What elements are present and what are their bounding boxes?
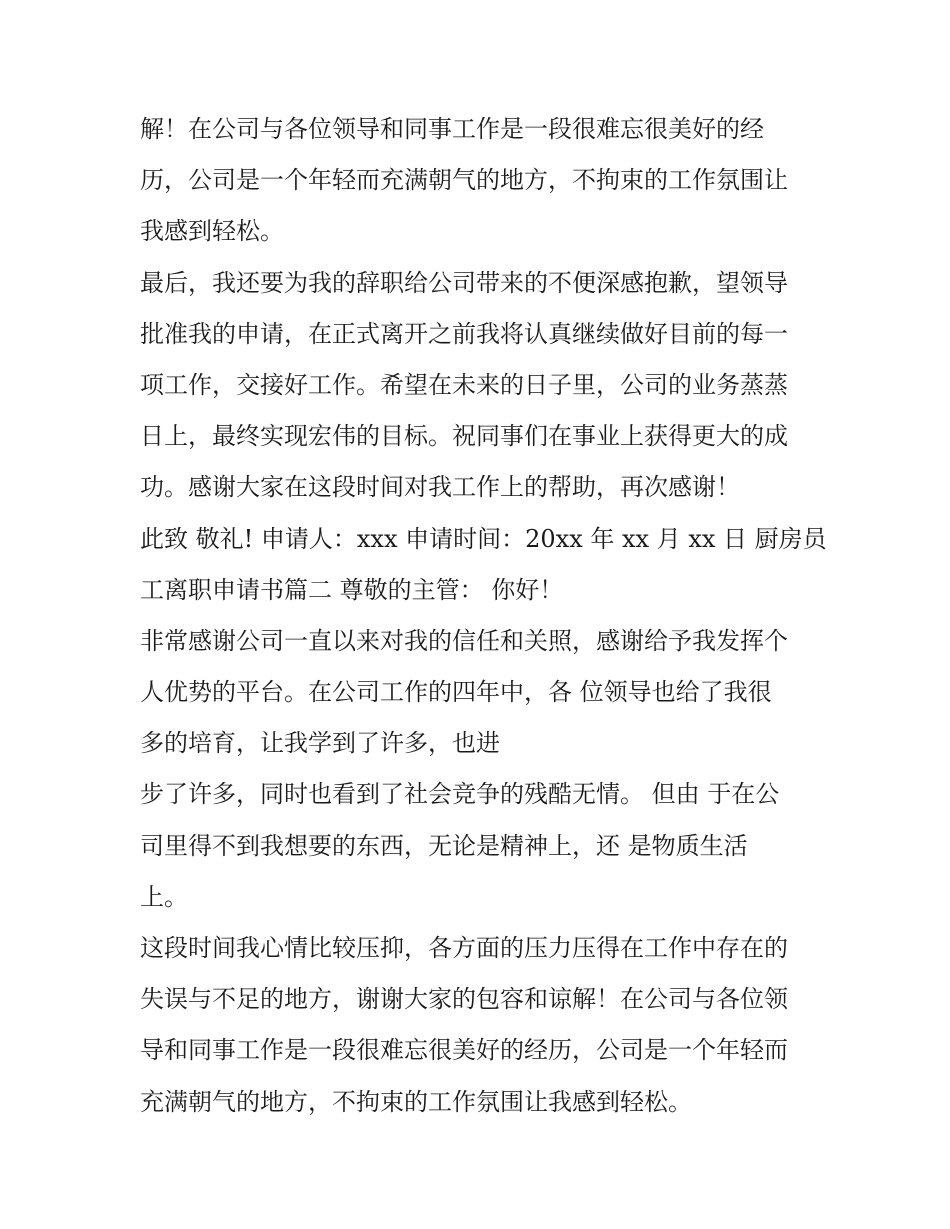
text-line: 导和同事工作是一段很难忘很美好的经历，公司是一个年轻而: [140, 1036, 788, 1065]
text-line: 失误与不足的地方，谢谢大家的包容和谅解！在公司与各位领: [140, 985, 788, 1014]
text-line: 功。感谢大家在这段时间对我工作上的帮助，再次感谢！: [140, 473, 740, 502]
text-line: 此致 敬礼! 申请人：xxx 申请时间：20xx 年 xx 月 xx 日 厨房员: [140, 524, 827, 553]
body-text: [140, 104, 830, 1128]
text-line: 解！在公司与各位领导和同事工作是一段很难忘很美好的经: [140, 115, 764, 143]
text-line: 非常感谢公司一直以来对我的信任和关照，感谢给予我发挥个: [140, 626, 788, 655]
text-line: 我感到轻松。: [140, 217, 284, 246]
text-line: 最后，我还要为我的辞职给公司带来的不便深感抱歉，望领导: [140, 268, 788, 297]
text-line: 历，公司是一个年轻而充满朝气的地方，不拘束的工作氛围让: [140, 166, 788, 195]
text-line: 司里得不到我想要的东西，无论是精神上，还 是物质生活: [140, 831, 748, 860]
text-line: 上。: [140, 882, 188, 911]
text-line: 步了许多，同时也看到了社会竞争的残酷无情。 但由 于在公: [140, 780, 780, 809]
text-line: 项工作，交接好工作。希望在未来的日子里，公司的业务蒸蒸: [140, 370, 788, 399]
text-line: 日上，最终实现宏伟的目标。祝同事们在事业上获得更大的成: [140, 422, 788, 451]
text-line: 充满朝气的地方，不拘束的工作氛围让我感到轻松。: [140, 1087, 692, 1116]
text-line: 这段时间我心情比较压抑，各方面的压力压得在工作中存在的: [140, 934, 788, 962]
text-line: 批准我的申请，在正式离开之前我将认真继续做好目前的每一: [140, 319, 788, 348]
text-line: 工离职申请书篇二 尊敬的主管： 你好！: [140, 575, 564, 604]
text-line: 人优势的平台。在公司工作的四年中，各 位领导也给了我很: [140, 678, 772, 707]
text-line: 多的培育，让我学到了许多，也进: [140, 729, 500, 758]
